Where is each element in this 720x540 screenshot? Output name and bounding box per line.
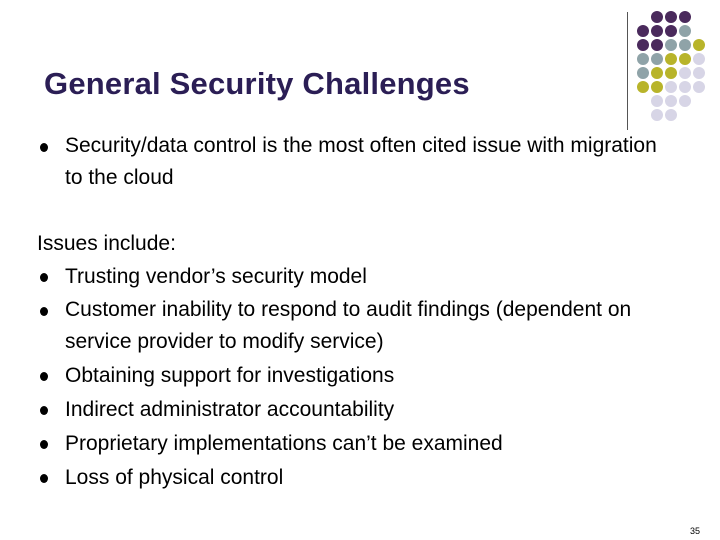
dot-spacer — [637, 95, 649, 107]
dot-lilac — [693, 53, 705, 65]
dot-olive — [651, 81, 663, 93]
dot-purple — [651, 25, 663, 37]
dot-lilac — [693, 81, 705, 93]
dot-spacer — [637, 109, 649, 121]
dot-spacer — [637, 11, 649, 23]
bullet-icon — [40, 372, 48, 381]
dot-spacer — [707, 95, 719, 107]
dot-spacer — [707, 11, 719, 23]
dot-olive — [637, 81, 649, 93]
dot-spacer — [679, 109, 691, 121]
list-item — [37, 427, 677, 460]
issues-list — [37, 260, 677, 495]
dot-spacer — [707, 25, 719, 37]
list-item — [37, 461, 677, 494]
bullet-icon — [40, 143, 48, 152]
page-number: 35 — [690, 526, 701, 536]
bullet-icon — [40, 273, 48, 282]
bullet-icon — [40, 474, 48, 483]
dot-lilac — [693, 67, 705, 79]
dot-spacer — [707, 53, 719, 65]
issues-intro: Issues include: — [37, 232, 176, 255]
dot-lilac — [679, 95, 691, 107]
slide-title: General Security Challenges — [44, 66, 470, 101]
dot-spacer — [707, 81, 719, 93]
top-bullet-list — [37, 130, 657, 194]
dot-lilac — [679, 67, 691, 79]
decorative-dot-grid — [636, 10, 720, 122]
dot-spacer — [693, 25, 705, 37]
dot-gray — [637, 53, 649, 65]
dot-spacer — [707, 67, 719, 79]
dot-olive — [665, 67, 677, 79]
list-item — [37, 130, 657, 194]
dot-purple — [665, 11, 677, 23]
bullet-text: Customer inability to respond to audit findings (dependent on service provider to modify service) — [65, 298, 632, 353]
dot-olive — [651, 67, 663, 79]
dot-gray — [679, 25, 691, 37]
bullet-icon — [40, 406, 48, 415]
list-item — [37, 294, 677, 358]
dot-gray — [665, 39, 677, 51]
dot-purple — [651, 39, 663, 51]
dot-purple — [637, 25, 649, 37]
bullet-icon — [40, 440, 48, 449]
dot-olive — [679, 53, 691, 65]
bullet-icon — [40, 307, 48, 316]
bullet-text: Trusting vendor’s security model — [65, 265, 367, 288]
dot-purple — [651, 11, 663, 23]
list-item — [37, 260, 677, 293]
dot-spacer — [693, 109, 705, 121]
decorative-divider — [627, 12, 628, 130]
bullet-text: Indirect administrator accountability — [65, 398, 395, 421]
dot-spacer — [707, 39, 719, 51]
dot-olive — [693, 39, 705, 51]
dot-gray — [637, 67, 649, 79]
dot-lilac — [679, 81, 691, 93]
dot-lilac — [665, 81, 677, 93]
bullet-text: Proprietary implementations can’t be examined — [65, 432, 503, 455]
dot-purple — [679, 11, 691, 23]
dot-lilac — [651, 109, 663, 121]
dot-gray — [651, 53, 663, 65]
bullet-text: Security/data control is the most often cited issue with migration to the cloud — [65, 134, 657, 189]
dot-lilac — [665, 95, 677, 107]
dot-spacer — [693, 11, 705, 23]
list-item — [37, 393, 677, 426]
dot-purple — [665, 25, 677, 37]
bullet-text: Obtaining support for investigations — [65, 364, 395, 387]
dot-purple — [637, 39, 649, 51]
dot-spacer — [693, 95, 705, 107]
dot-gray — [679, 39, 691, 51]
bullet-text: Loss of physical control — [65, 466, 284, 489]
dot-lilac — [665, 109, 677, 121]
list-item — [37, 359, 677, 392]
dot-spacer — [707, 109, 719, 121]
dot-olive — [665, 53, 677, 65]
dot-lilac — [651, 95, 663, 107]
